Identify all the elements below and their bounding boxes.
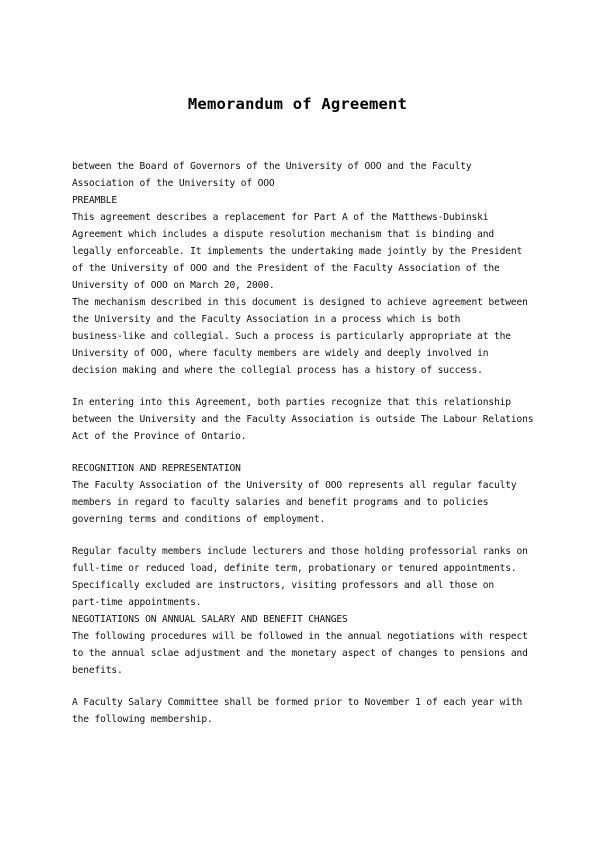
- body-line: University of OOO, where faculty members are widely and deeply involved in: [72, 348, 489, 359]
- body-line: Association of the University of OOO: [72, 178, 275, 189]
- body-line: The Faculty Association of the University of OOO represents all regular faculty: [72, 480, 517, 491]
- paragraph-gap: [72, 679, 542, 694]
- body-line: between the University and the Faculty Association is outside The Labour Relations: [72, 414, 534, 425]
- body-line: business-like and collegial. Such a process is particularly appropriate at the: [72, 331, 511, 342]
- body-line: In entering into this Agreement, both parties recognize that this relationship: [72, 397, 511, 408]
- body-line: The mechanism described in this document is designed to achieve agreement between: [72, 297, 528, 308]
- body-line: A Faculty Salary Committee shall be formed prior to November 1 of each year with: [72, 697, 523, 708]
- body-line: governing terms and conditions of employment.: [72, 514, 326, 525]
- body-line: Act of the Province of Ontario.: [72, 431, 247, 442]
- body-line: Specifically excluded are instructors, visiting professors and all those on: [72, 580, 494, 591]
- body-line: University of OOO on March 20, 2000.: [72, 280, 275, 291]
- body-line: legally enforceable. It implements the undertaking made jointly by the President: [72, 246, 523, 257]
- body-line: the University and the Faculty Association in a process which is both: [72, 314, 461, 325]
- paragraph-gap: [72, 445, 542, 460]
- body-line: to the annual sclae adjustment and the monetary aspect of changes to pensions and: [72, 648, 528, 659]
- section-heading-recognition: RECOGNITION AND REPRESENTATION: [72, 463, 241, 474]
- body-line: This agreement describes a replacement for Part A of the Matthews-Dubinski: [72, 212, 489, 223]
- body-line: Regular faculty members include lecturers and those holding professorial ranks on: [72, 546, 528, 557]
- body-line: part-time appointments.: [72, 597, 202, 608]
- section-heading-negotiations: NEGOTIATIONS ON ANNUAL SALARY AND BENEFIT CHANGES: [72, 614, 348, 625]
- body-line: of the University of OOO and the President of the Faculty Association of the: [72, 263, 500, 274]
- body-line: The following procedures will be followed in the annual negotiations with respect: [72, 631, 528, 642]
- body-line: members in regard to faculty salaries and benefit programs and to policies: [72, 497, 489, 508]
- body-line: benefits.: [72, 665, 123, 676]
- body-line: Agreement which includes a dispute resolution mechanism that is binding and: [72, 229, 494, 240]
- paragraph-gap: [72, 379, 542, 394]
- body-line: decision making and where the collegial process has a history of success.: [72, 365, 483, 376]
- section-heading-preamble: PREAMBLE: [72, 195, 118, 206]
- paragraph-gap: [72, 528, 542, 543]
- body-line: the following membership.: [72, 714, 213, 725]
- body-line: between the Board of Governors of the University of OOO and the Faculty: [72, 161, 472, 172]
- document-body: [72, 158, 542, 728]
- body-line: full-time or reduced load, definite term, probationary or tenured appointments.: [72, 563, 517, 574]
- document-title: Memorandum of Agreement: [187, 95, 408, 113]
